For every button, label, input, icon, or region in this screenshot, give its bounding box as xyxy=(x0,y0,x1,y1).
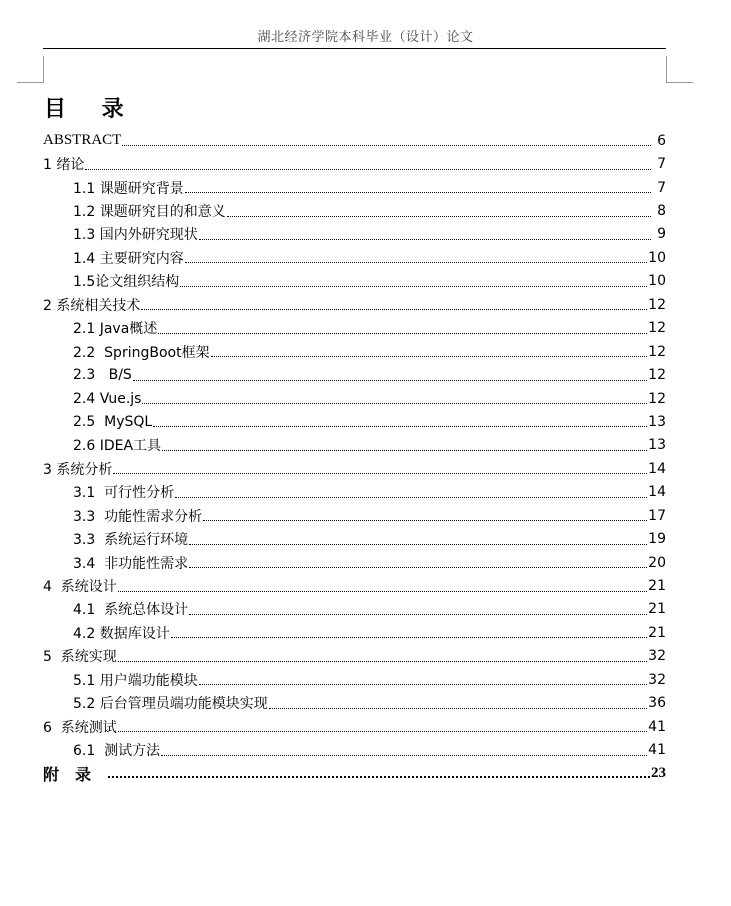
header-rule xyxy=(43,48,666,49)
toc-entry-label: 2.5 MySQL xyxy=(73,413,153,430)
toc-entry-page-number: 21 xyxy=(648,578,666,595)
toc-entry-label: 2.2 SpringBoot框架 xyxy=(73,342,210,362)
toc-entry-label: 2.4 Vue.js xyxy=(73,390,142,407)
toc-entry-page-number: 6 xyxy=(657,132,666,149)
toc-entry[interactable] xyxy=(43,410,666,433)
toc-entry-page-number: 12 xyxy=(648,390,666,407)
toc-entry-page-number: 9 xyxy=(657,226,666,243)
toc-entry-page-number: 21 xyxy=(648,624,666,641)
toc-entry-label: 3.4 非功能性需求 xyxy=(73,553,188,573)
table-of-contents xyxy=(43,129,666,785)
dot-leader xyxy=(153,426,647,427)
running-header: 湖北经济学院本科毕业（设计）论文 xyxy=(257,30,474,45)
dot-leader xyxy=(161,755,647,756)
toc-entry-page-number: 21 xyxy=(648,601,666,618)
dot-leader xyxy=(185,192,651,193)
toc-entry-page-number: 23 xyxy=(651,765,666,782)
toc-entry[interactable] xyxy=(43,199,666,222)
toc-heading: 目 录 xyxy=(44,97,138,122)
toc-entry-label: 6 系统测试 xyxy=(43,717,117,737)
toc-entry-page-number: 8 xyxy=(657,203,666,220)
toc-entry-page-number: 41 xyxy=(648,718,666,735)
toc-entry-page-number: 10 xyxy=(648,249,666,266)
dot-leader xyxy=(180,286,647,287)
toc-entry-page-number: 14 xyxy=(648,460,666,477)
toc-entry-page-number: 14 xyxy=(648,484,666,501)
toc-entry[interactable] xyxy=(43,270,666,293)
toc-entry[interactable] xyxy=(43,504,666,527)
toc-entry-page-number: 12 xyxy=(648,343,666,360)
toc-entry-page-number: 7 xyxy=(657,179,666,196)
dot-leader xyxy=(203,520,647,521)
toc-entry-label: 2.3 B/S xyxy=(73,367,132,384)
dot-leader xyxy=(108,776,650,778)
toc-entry-page-number: 32 xyxy=(648,648,666,665)
dot-leader xyxy=(118,591,647,592)
toc-entry-label: 3.3 功能性需求分析 xyxy=(73,506,202,526)
toc-entry[interactable] xyxy=(43,317,666,340)
dot-leader xyxy=(158,333,647,334)
toc-entry-label: 6.1 测试方法 xyxy=(73,740,160,760)
toc-entry[interactable] xyxy=(43,363,666,386)
toc-entry[interactable] xyxy=(43,668,666,691)
left-margin-corner-mark xyxy=(17,56,44,83)
dot-leader xyxy=(171,637,647,638)
toc-entry-page-number: 10 xyxy=(648,273,666,290)
toc-entry-label: 4.1 系统总体设计 xyxy=(73,599,188,619)
toc-entry-label: 4.2 数据库设计 xyxy=(73,623,170,643)
toc-entry[interactable] xyxy=(43,738,666,761)
dot-leader xyxy=(227,216,651,217)
toc-entry[interactable] xyxy=(43,340,666,363)
toc-entry[interactable] xyxy=(43,621,666,644)
toc-entry-label: 3.3 系统运行环境 xyxy=(73,529,188,549)
toc-entry[interactable] xyxy=(43,574,666,597)
toc-entry-page-number: 41 xyxy=(648,742,666,759)
toc-entry-label: 附录 xyxy=(43,762,107,785)
dot-leader xyxy=(175,497,647,498)
toc-entry-page-number: 19 xyxy=(648,531,666,548)
toc-entry-label: 3.1 可行性分析 xyxy=(73,482,174,502)
dot-leader xyxy=(122,145,651,146)
toc-entry[interactable] xyxy=(43,129,666,152)
toc-entry-page-number: 13 xyxy=(648,437,666,454)
toc-entry-page-number: 32 xyxy=(648,671,666,688)
toc-entry-label: 5.1 用户端功能模块 xyxy=(73,670,198,690)
toc-entry-page-number: 12 xyxy=(648,320,666,337)
toc-entry[interactable] xyxy=(43,176,666,199)
toc-entry[interactable] xyxy=(43,481,666,504)
right-margin-corner-mark xyxy=(666,56,693,83)
toc-entry-label: 1.5论文组织结构 xyxy=(73,271,179,291)
toc-entry[interactable] xyxy=(43,246,666,269)
dot-leader xyxy=(118,731,647,732)
toc-entry[interactable] xyxy=(43,223,666,246)
dot-leader xyxy=(199,239,651,240)
toc-entry-label: 1.4 主要研究内容 xyxy=(73,248,184,268)
toc-entry-label: 2 系统相关技术 xyxy=(43,295,140,315)
toc-entry[interactable] xyxy=(43,762,666,785)
toc-entry-label: 5 系统实现 xyxy=(43,646,117,666)
dot-leader xyxy=(118,661,647,662)
toc-entry-label: 1.3 国内外研究现状 xyxy=(73,224,198,244)
toc-entry-label: 1 绪论 xyxy=(43,154,84,174)
toc-entry-page-number: 20 xyxy=(648,554,666,571)
toc-entry[interactable] xyxy=(43,692,666,715)
dot-leader xyxy=(133,380,647,381)
toc-entry-page-number: 36 xyxy=(648,695,666,712)
toc-entry[interactable] xyxy=(43,434,666,457)
toc-entry-page-number: 12 xyxy=(648,296,666,313)
dot-leader xyxy=(141,309,647,310)
dot-leader xyxy=(85,169,651,170)
toc-entry-label: 1.1 课题研究背景 xyxy=(73,178,184,198)
toc-entry[interactable] xyxy=(43,293,666,316)
toc-entry[interactable] xyxy=(43,715,666,738)
dot-leader xyxy=(162,450,647,451)
toc-entry-label: 2.6 IDEA工具 xyxy=(73,435,161,455)
toc-entry[interactable] xyxy=(43,527,666,550)
dot-leader xyxy=(189,614,647,615)
dot-leader xyxy=(142,403,647,404)
dot-leader xyxy=(113,473,647,474)
toc-entry-label: 2.1 Java概述 xyxy=(73,318,157,338)
dot-leader xyxy=(211,356,648,357)
dot-leader xyxy=(189,544,647,545)
toc-entry[interactable] xyxy=(43,457,666,480)
dot-leader xyxy=(189,567,647,568)
dot-leader xyxy=(185,262,647,263)
toc-entry[interactable] xyxy=(43,387,666,410)
toc-entry-label: 3 系统分析 xyxy=(43,459,112,479)
toc-entry-label: 4 系统设计 xyxy=(43,576,117,596)
dot-leader xyxy=(269,708,647,709)
toc-entry-page-number: 12 xyxy=(648,367,666,384)
toc-entry-label: 1.2 课题研究目的和意义 xyxy=(73,201,226,221)
toc-entry[interactable] xyxy=(43,551,666,574)
toc-entry-page-number: 13 xyxy=(648,413,666,430)
toc-entry-page-number: 17 xyxy=(648,507,666,524)
toc-entry-label: 5.2 后台管理员端功能模块实现 xyxy=(73,693,268,713)
toc-entry[interactable] xyxy=(43,152,666,175)
toc-entry-page-number: 7 xyxy=(657,156,666,173)
dot-leader xyxy=(199,684,647,685)
toc-entry-label: ABSTRACT xyxy=(43,132,122,149)
toc-entry[interactable] xyxy=(43,645,666,668)
toc-entry[interactable] xyxy=(43,598,666,621)
